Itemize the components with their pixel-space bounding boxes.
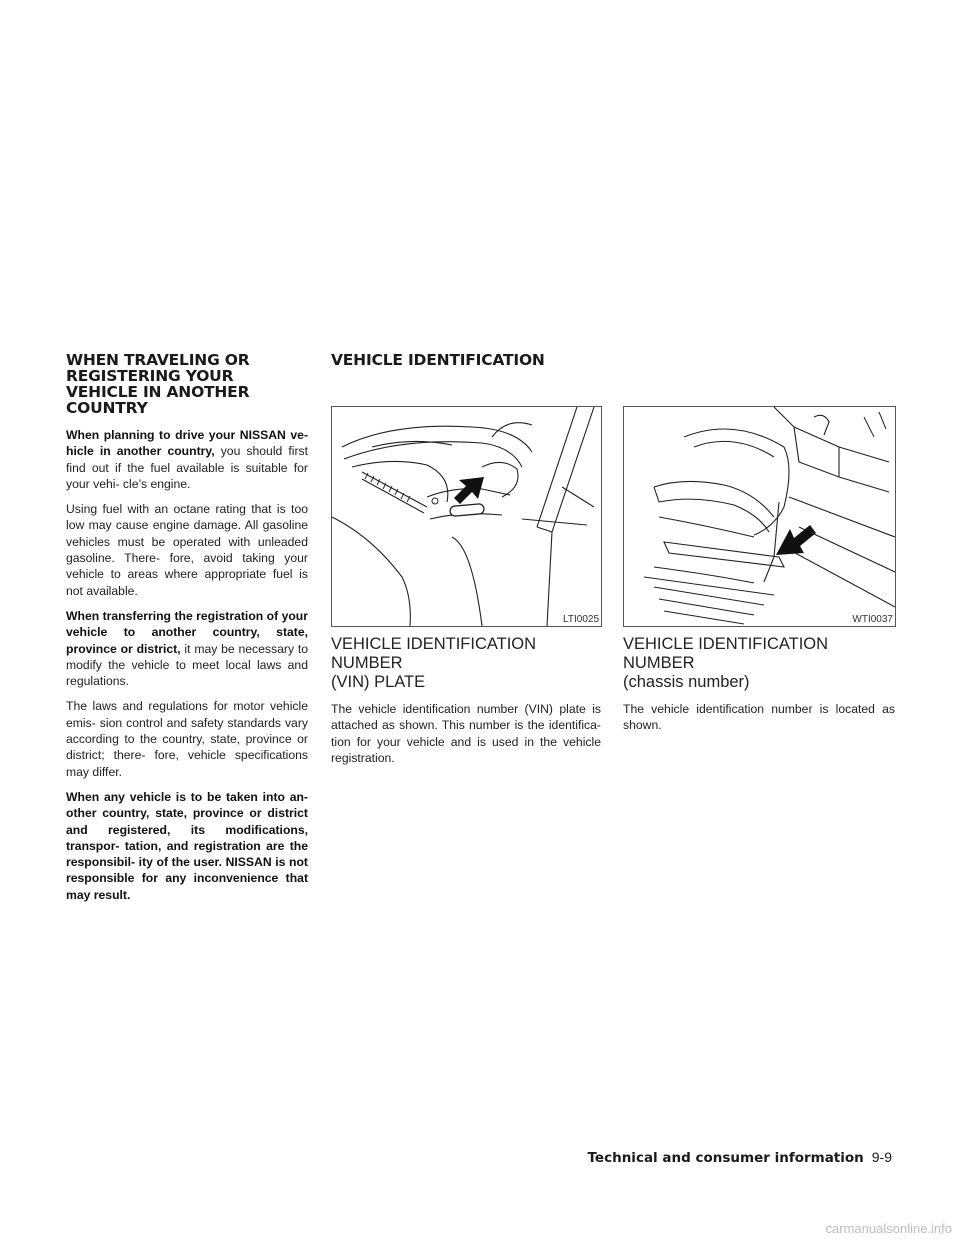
chassis-number-body: The vehicle identification number is located as shown. (623, 702, 895, 733)
middle-column (331, 635, 601, 775)
section-heading-traveling: WHEN TRAVELING OR REGISTERING YOUR VEHICLE IN ANOTHER COUNTRY (66, 351, 250, 417)
paragraph-laws: The laws and regulations for motor vehicle emis- sion control and safety standards vary according to the country, state, province or district; there- fore, vehicle specifications may differ. (66, 699, 308, 779)
vin-plate-heading-line2: (VIN) PLATE (331, 673, 426, 691)
right-column (623, 635, 895, 743)
vin-plate-body: The vehicle identification number (VIN) plate is attached as shown. This number is the identifica- tion for your vehicle and is used in the vehicle registration. (331, 702, 601, 765)
vin-plate-illustration (332, 407, 601, 626)
figure-chassis-number (623, 406, 896, 627)
figure-code-wti0037: WTI0037 (852, 614, 893, 625)
chassis-number-heading-line1: VEHICLE IDENTIFICATION NUMBER (623, 635, 829, 672)
paragraph-fuel-rest: you should first find out if the fuel available is suitable for your vehi- cle’s engine. (66, 444, 309, 491)
paragraph-fuel (66, 427, 308, 492)
chassis-number-heading-line2: (chassis number) (623, 673, 750, 691)
page-footer (588, 1149, 892, 1166)
figure-code-lti0025: LTI0025 (563, 614, 599, 625)
paragraph-registration-rest: it may be necessary to modify the vehicle to meet local laws and regulations. (66, 641, 309, 689)
vin-plate-heading (331, 635, 601, 692)
paragraph-octane: Using fuel with an octane rating that is too low may cause engine damage. All gasoline vehicles must be operated with unleaded gasoline. There- fore, avoid taking your vehicle to areas where appropriate fuel is not available. (66, 502, 308, 598)
section-heading-vehicle-identification: VEHICLE IDENTIFICATION (331, 351, 545, 369)
footer-section-title: Technical and consumer information (587, 1150, 864, 1166)
paragraph-responsibility-bold: When any vehicle is to be taken into an- other country, state, province or district and registered, its modifications, transpor- tation, and registration are the responsibil- ity of the user. NISSAN is not responsible for any inconvenience that may result. (66, 789, 308, 902)
figure-vin-plate (331, 406, 602, 627)
page-number: 9-9 (871, 1149, 892, 1165)
left-column (66, 352, 308, 912)
watermark: carmanualsonline.info (825, 1221, 952, 1236)
chassis-number-heading (623, 635, 895, 692)
paragraph-fuel-bold: When planning to drive your NISSAN ve- hicle in another country, (66, 428, 308, 459)
paragraph-responsibility (66, 789, 308, 903)
paragraph-registration-bold: When transferring the registration of your vehicle to another country, state, province or district, (66, 608, 308, 656)
vin-plate-heading-line1: VEHICLE IDENTIFICATION NUMBER (331, 635, 537, 672)
paragraph-registration (66, 608, 308, 689)
chassis-number-illustration (624, 407, 895, 626)
